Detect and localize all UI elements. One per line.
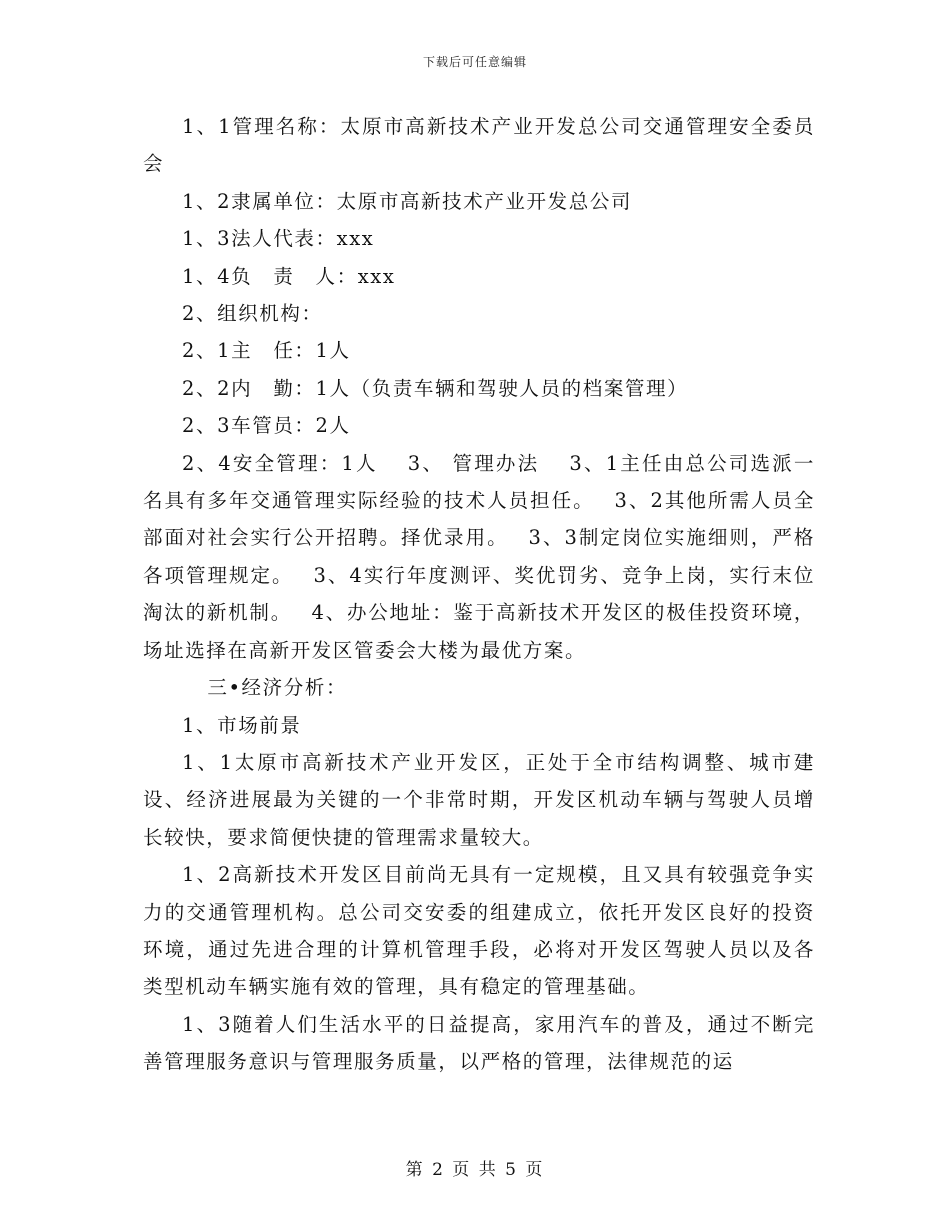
paragraph-legal-representative: 1、3法人代表：xxx <box>182 227 375 251</box>
page-number: 第 2 页 共 5 页 <box>405 1160 545 1180</box>
paragraph-organization: 2、组织机构： <box>182 302 323 326</box>
paragraph-office-staff: 2、2内 勤：1人（负责车辆和驾驶人员的档案管理） <box>182 376 689 400</box>
paragraph-market-1-3: 1、3随着人们生活水平的日益提高，家用汽车的普及，通过不断完善管理服务意识与管理服务质量，以严格的管理，法律规范的运 <box>143 1012 815 1074</box>
paragraph-affiliation: 1、2隶属单位：太原市高新技术产业开发总公司 <box>182 189 633 213</box>
page-header-note: 下载后可任意编辑 <box>422 55 527 69</box>
section-title-economic-analysis: 三•经济分析： <box>207 676 348 700</box>
paragraph-safety-management: 2、4安全管理：1人 3、 管理办法 3、1主任由总公司选派一名具有多年交通管理实际经验的技术人员担任。 3、2其他所需人员全部面对社会实行公开招聘。择优录用。 3、3制定岗位实施细则，严格各项管理规定。 3、4实行年度测评、奖优罚劣、竞争上岗，实行末位淘汰的新机制。 4、办公地址：鉴于高新技术开发区的极佳投资环境，场址选择在高新开发区管委会大楼为最优方案。 <box>143 451 815 662</box>
paragraph-person-in-charge: 1、4负 责 人：xxx <box>182 264 396 288</box>
paragraph-management-name: 1、1管理名称：太原市高新技术产业开发总公司交通管理安全委员会 <box>143 115 815 176</box>
paragraph-director: 2、1主 任：1人 <box>182 339 351 363</box>
paragraph-market-1-2: 1、2高新技术开发区目前尚无具有一定规模，且又具有较强竞争实力的交通管理机构。总公司交安委的组建成立，依托开发区良好的投资环境，通过先进合理的计算机管理手段，必将对开发区驾驶人员以及各类型机动车辆实施有效的管理，具有稳定的管理基础。 <box>143 863 815 999</box>
paragraph-vehicle-managers: 2、3车管员：2人 <box>182 414 351 438</box>
paragraph-market-1-1: 1、1太原市高新技术产业开发区，正处于全市结构调整、城市建设、经济进展最为关键的一个非常时期，开发区机动车辆与驾驶人员增长较快，要求简便快捷的管理需求量较大。 <box>143 750 815 849</box>
document-body <box>143 108 815 1081</box>
paragraph-market-outlook: 1、市场前景 <box>182 713 302 737</box>
